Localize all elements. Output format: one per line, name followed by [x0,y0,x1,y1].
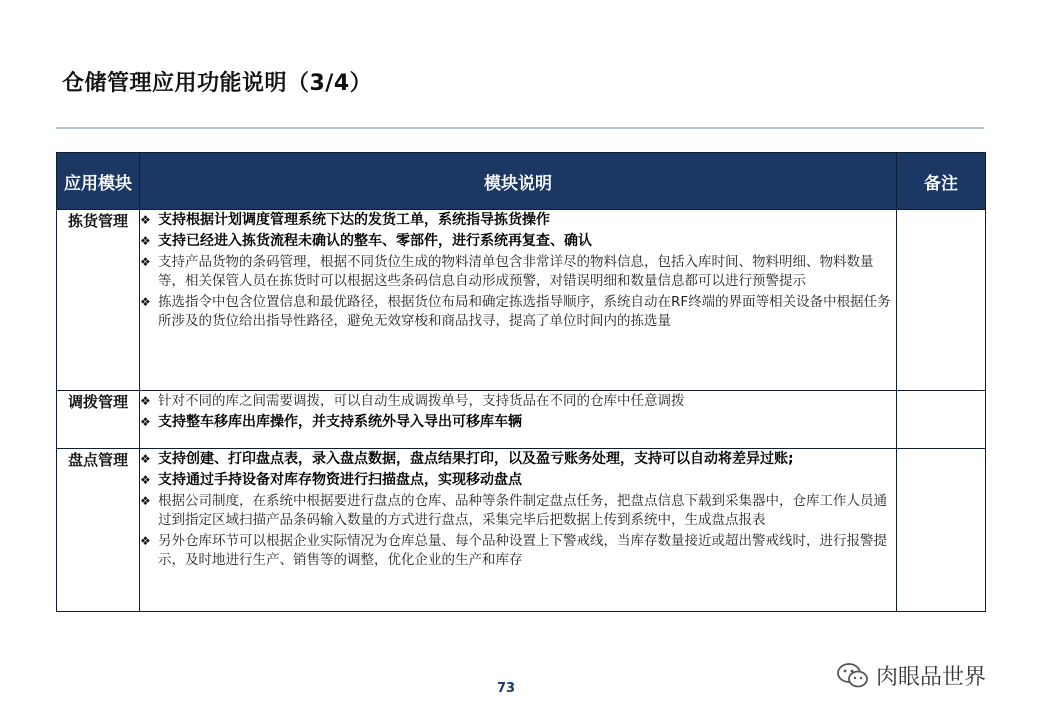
list-item [140,532,896,570]
list-item-text: 支持已经进入拣货流程未确认的整车、零部件，进行系统再复查、确认 [158,233,592,249]
list-item [140,392,896,411]
table-row [57,449,986,612]
list-item [140,293,896,331]
list-item-text: 支持根据计划调度管理系统下达的发货工单，系统指导拣货操作 [158,212,550,228]
module-description [140,391,897,449]
diamond-bullet-icon: ❖ [140,255,151,269]
note-cell [897,449,986,612]
list-item-text: 另外仓库环节可以根据企业实际情况为仓库总量、每个品种设置上下警戒线，当库存数量接近或超出警戒线时，进行报警提示，及时地进行生产、销售等的调整，优化企业的生产和库存 [158,533,887,568]
title-divider [56,127,984,129]
list-item-text: 针对不同的库之间需要调拨，可以自动生成调拨单号，支持货品在不同的仓库中任意调拨 [158,393,685,409]
watermark-text: 肉眼品世界 [876,665,987,690]
list-item-text: 支持产品货物的条码管理，根据不同货位生成的物料清单包含非常详尽的物料信息，包括入库时间、物料明细、物料数量等，相关保管人员在拣货时可以根据这些条码信息自动形成预警，对错误明细和数量信息都可以进行预警提示 [158,254,874,289]
table-row [57,210,986,391]
list-item [140,492,896,530]
header-description: 模块说明 [140,153,897,210]
wechat-icon [836,661,870,691]
diamond-bullet-icon: ❖ [140,295,151,309]
diamond-bullet-icon: ❖ [140,213,151,227]
diamond-bullet-icon: ❖ [140,473,151,487]
list-item-text: 支持通过手持设备对库存物资进行扫描盘点，实现移动盘点 [158,472,522,488]
module-description [140,210,897,391]
table-header-row [57,153,986,210]
module-name: 拣货管理 [57,210,140,391]
diamond-bullet-icon: ❖ [140,394,151,408]
diamond-bullet-icon: ❖ [140,415,151,429]
function-table [56,152,986,612]
page-number: 73 [497,681,516,696]
module-name: 调拨管理 [57,391,140,449]
diamond-bullet-icon: ❖ [140,534,151,548]
diamond-bullet-icon: ❖ [140,234,151,248]
table-row [57,391,986,449]
list-item [140,232,896,251]
list-item [140,211,896,230]
list-item [140,471,896,490]
module-name: 盘点管理 [57,449,140,612]
list-item-text: 支持创建、打印盘点表，录入盘点数据，盘点结果打印，以及盈亏账务处理，支持可以自动将差异过账; [158,451,794,467]
list-item-text: 拣选指令中包含位置信息和最优路径，根据货位布局和确定拣选指导顺序，系统自动在RF终端的界面等相关设备中根据任务所涉及的货位给出指导性路径，避免无效穿梭和商品找寻，提高了单位时间内的拣选量 [158,294,891,329]
list-item [140,450,896,469]
note-cell [897,391,986,449]
diamond-bullet-icon: ❖ [140,494,151,508]
list-item [140,253,896,291]
list-item-text: 根据公司制度，在系统中根据要进行盘点的仓库、品种等条件制定盘点任务，把盘点信息下载到采集器中，仓库工作人员通过到指定区域扫描产品条码输入数量的方式进行盘点，采集完毕后把数据上传到系统中，生成盘点报表 [158,493,887,528]
module-description [140,449,897,612]
list-item [140,413,896,432]
header-notes: 备注 [897,153,986,210]
watermark [836,660,986,691]
list-item-text: 支持整车移库出库操作，并支持系统外导入导出可移库车辆 [158,414,522,430]
diamond-bullet-icon: ❖ [140,452,151,466]
header-module: 应用模块 [57,153,140,210]
note-cell [897,210,986,391]
page-title: 仓储管理应用功能说明（3/4） [62,71,373,96]
